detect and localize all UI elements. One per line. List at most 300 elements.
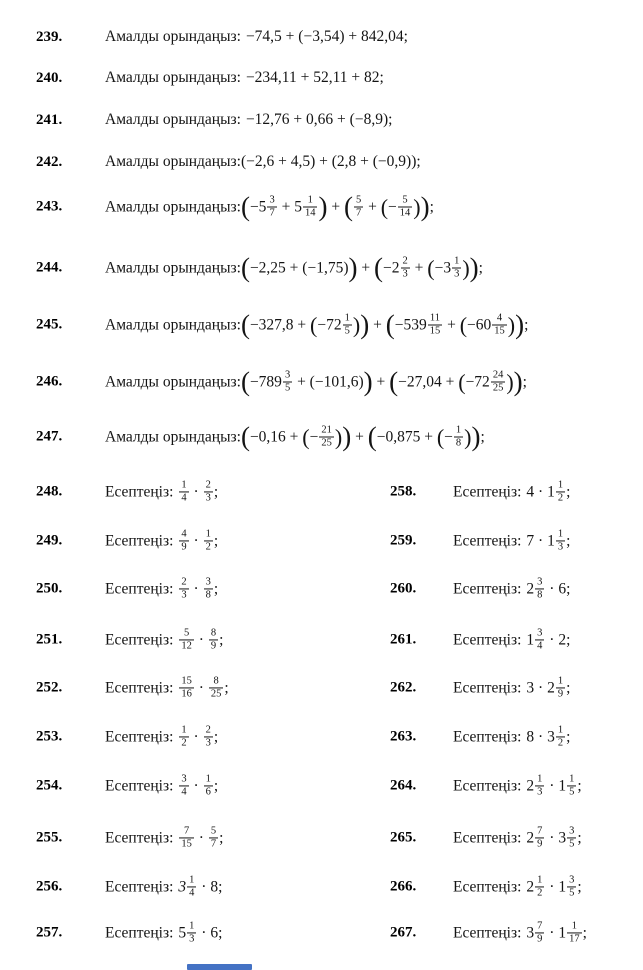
fraction: [535, 874, 544, 899]
mixed-number-whole: 1: [558, 878, 567, 895]
math-text: ;: [582, 924, 587, 941]
fraction-denominator: 6: [205, 786, 211, 798]
mixed-number-whole: −789: [249, 373, 282, 390]
problem-number: 266.: [390, 878, 417, 895]
fraction-denominator: 9: [210, 640, 217, 652]
fraction-denominator: 14: [304, 207, 316, 219]
problem-label: Есептеңіз:: [105, 728, 174, 745]
problem-number: 246.: [36, 373, 63, 390]
big-paren: ): [462, 255, 470, 280]
fraction: [187, 920, 196, 945]
fraction-denominator: 4: [537, 640, 543, 652]
problem-label: Есептеңіз:: [453, 878, 522, 895]
big-paren: (: [459, 312, 468, 337]
fraction-denominator: 7: [269, 207, 275, 219]
problem-row-248: [36, 479, 218, 504]
mixed-number: [178, 920, 197, 945]
math-text: −: [309, 428, 319, 445]
problem-number: 261.: [390, 631, 417, 648]
math-expression: [241, 153, 421, 171]
fraction-denominator: 3: [454, 268, 460, 280]
mixed-number-whole: 2: [526, 829, 535, 846]
fraction-denominator: 3: [205, 492, 211, 504]
fraction: [454, 424, 463, 449]
math-expression: [178, 874, 222, 899]
problem-label: Есептеңіз:: [105, 679, 174, 696]
fraction-denominator: 8: [455, 437, 462, 449]
problem-row-243: [36, 191, 434, 222]
fraction-numerator: 1: [189, 920, 195, 932]
fraction-numerator: 3: [537, 576, 543, 588]
fraction-denominator: 5: [344, 325, 350, 337]
fraction-denominator: 14: [399, 207, 411, 219]
big-paren: (: [302, 424, 310, 449]
fraction-numerator: 3: [181, 773, 187, 785]
mixed-number: [383, 255, 411, 280]
problem-row-250: [36, 576, 218, 601]
fraction-numerator: 1: [205, 528, 211, 540]
problem-row-262: [390, 675, 570, 700]
math-text: + (−101,6): [293, 373, 364, 390]
mixed-number-whole: 3: [526, 924, 535, 941]
fraction: [567, 874, 576, 899]
math-text: ;: [224, 679, 229, 696]
fraction-numerator: 8: [213, 675, 219, 687]
fraction-numerator: 1: [454, 255, 460, 267]
fraction: [179, 576, 188, 601]
fraction-denominator: 15: [181, 838, 192, 850]
fraction-denominator: 15: [494, 325, 505, 337]
problem-number: 240.: [36, 69, 63, 86]
fraction: [535, 773, 544, 798]
math-expression: [526, 576, 570, 601]
problem-label: Есептеңіз:: [453, 532, 522, 549]
fraction-denominator: 9: [537, 838, 543, 850]
fraction: [556, 479, 565, 504]
problem-number: 251.: [36, 631, 63, 648]
mixed-number-whole: −5: [249, 198, 267, 215]
problem-number: 258.: [390, 483, 417, 500]
math-text: ;: [577, 829, 582, 846]
problem-label: Есептеңіз:: [105, 878, 174, 895]
fraction-numerator: 3: [537, 627, 543, 639]
fraction-numerator: 1: [205, 773, 211, 785]
problem-row-239: [36, 28, 408, 46]
fraction: [491, 369, 506, 394]
fraction-denominator: 3: [189, 933, 195, 945]
fraction: [354, 194, 363, 219]
fraction-numerator: 3: [569, 874, 575, 886]
fraction-numerator: 4: [181, 528, 187, 540]
math-text: ;: [213, 532, 219, 549]
fraction-numerator: 3: [284, 369, 291, 381]
mixed-number: [467, 312, 508, 337]
fraction-numerator: 5: [210, 825, 217, 837]
fraction: [535, 627, 544, 652]
problem-number: 257.: [36, 924, 63, 941]
big-paren: (: [380, 194, 389, 219]
math-expression: [246, 111, 392, 129]
math-text: ;: [566, 728, 571, 745]
math-expression: [240, 366, 527, 397]
fraction-denominator: 5: [284, 382, 291, 394]
problem-row-266: [390, 874, 582, 899]
big-paren: (: [240, 309, 250, 340]
math-text: −74,5 + (−3,54) + 842,04;: [245, 28, 408, 45]
fraction-denominator: 3: [205, 737, 211, 749]
mixed-number: [250, 369, 293, 394]
mixed-number-whole: −72: [317, 316, 342, 333]
fraction-denominator: 16: [181, 688, 192, 700]
big-paren: ): [420, 191, 430, 222]
math-text: ;: [213, 580, 219, 597]
fraction-denominator: 4: [181, 786, 187, 798]
fraction-denominator: 5: [569, 786, 575, 798]
math-expression: [246, 69, 384, 87]
fraction-numerator: 5: [184, 627, 190, 639]
math-text: −12,76 + 0,66 + (−8,9);: [245, 111, 393, 128]
fraction-denominator: 3: [557, 541, 564, 553]
fraction-numerator: 1: [537, 874, 543, 886]
fraction: [535, 825, 544, 850]
fraction-denominator: 12: [181, 640, 192, 652]
big-paren: (: [343, 191, 353, 222]
fraction-numerator: 7: [537, 825, 543, 837]
problem-label: Есептеңіз:: [453, 483, 522, 500]
problem-number: 267.: [390, 924, 417, 941]
math-expression: [526, 479, 570, 504]
math-text: 4 ·: [526, 483, 548, 500]
fraction: [179, 825, 194, 850]
problem-row-252: [36, 675, 229, 700]
mixed-number: [526, 825, 545, 850]
fraction-numerator: 1: [569, 773, 575, 785]
mixed-number: [178, 874, 197, 899]
problem-number: 263.: [390, 728, 417, 745]
math-text: −27,04 +: [398, 373, 459, 390]
fraction: [343, 312, 352, 337]
problem-row-257: [36, 920, 222, 945]
math-expression: [526, 675, 570, 700]
problem-number: 243.: [36, 198, 63, 215]
fraction: [179, 773, 188, 798]
math-text: ·: [545, 878, 559, 895]
problem-row-261: [390, 627, 570, 652]
mixed-number: [558, 874, 577, 899]
fraction-denominator: 9: [181, 541, 187, 553]
big-paren: ): [471, 421, 481, 452]
big-paren: (: [436, 424, 445, 449]
big-paren: ): [469, 252, 479, 283]
fraction-denominator: 15: [429, 325, 441, 337]
problem-label: Есептеңіз:: [105, 631, 174, 648]
problem-row-258: [390, 479, 570, 504]
math-text: ;: [213, 483, 219, 500]
problem-row-249: [36, 528, 218, 553]
problem-row-251: [36, 627, 223, 652]
mixed-number-whole: 1: [558, 777, 567, 794]
fraction: [179, 627, 194, 652]
big-paren: ): [348, 252, 358, 283]
problem-row-259: [390, 528, 570, 553]
problem-number: 254.: [36, 777, 63, 794]
fraction: [452, 255, 461, 280]
fraction: [204, 576, 213, 601]
problem-row-240: [36, 69, 384, 87]
fraction: [209, 675, 224, 700]
problem-label: Амалды орындаңыз:: [105, 69, 241, 86]
mixed-number: [558, 825, 577, 850]
math-text: ·: [194, 679, 208, 696]
fraction: [567, 920, 582, 945]
fraction-denominator: 2: [557, 737, 564, 749]
problem-number: 256.: [36, 878, 63, 895]
problem-number: 249.: [36, 532, 63, 549]
mixed-number: [526, 920, 545, 945]
math-expression: [240, 421, 485, 452]
mixed-number: [547, 724, 566, 749]
problem-row-255: [36, 825, 223, 850]
fraction-numerator: 1: [307, 194, 313, 206]
fraction-numerator: 2: [402, 255, 408, 267]
problem-label: Амалды орындаңыз:: [105, 428, 241, 445]
big-paren: ): [318, 191, 328, 222]
fraction-denominator: 7: [210, 838, 217, 850]
mixed-number: [547, 479, 566, 504]
mixed-number-whole: 3: [547, 728, 555, 745]
fraction: [179, 528, 188, 553]
fraction-numerator: 1: [181, 479, 187, 491]
problem-row-241: [36, 111, 392, 129]
fraction: [204, 528, 213, 553]
fraction: [401, 255, 410, 280]
big-paren: (: [458, 369, 466, 394]
fraction-denominator: 5: [569, 838, 575, 850]
problem-label: Амалды орындаңыз:: [105, 28, 241, 45]
math-expression: [178, 528, 218, 553]
fraction-denominator: 8: [205, 589, 211, 601]
fraction: [204, 773, 213, 798]
math-text: ;: [566, 679, 571, 696]
math-text: ;: [577, 777, 582, 794]
fraction-numerator: 15: [181, 675, 192, 687]
fraction-numerator: 8: [210, 627, 217, 639]
problem-number: 260.: [390, 580, 417, 597]
problem-number: 245.: [36, 316, 63, 333]
problem-row-263: [390, 724, 570, 749]
fraction-denominator: 2: [181, 737, 187, 749]
mixed-number: [526, 874, 545, 899]
fraction-numerator: 1: [557, 479, 564, 491]
big-paren: (: [389, 366, 399, 397]
fraction-denominator: 4: [181, 492, 187, 504]
fraction-numerator: 4: [496, 312, 503, 324]
math-text: · 2;: [545, 631, 571, 648]
fraction-numerator: 3: [205, 576, 211, 588]
problem-number: 264.: [390, 777, 417, 794]
fraction: [398, 194, 413, 219]
fraction: [179, 724, 188, 749]
problem-row-265: [390, 825, 582, 850]
fraction-denominator: 8: [537, 589, 543, 601]
math-text: · 6;: [545, 580, 571, 597]
big-paren: (: [374, 252, 383, 283]
math-text: +: [327, 198, 344, 215]
problem-number: 255.: [36, 829, 63, 846]
fraction: [535, 920, 544, 945]
math-expression: [178, 627, 223, 652]
mixed-number-whole: 3: [558, 829, 567, 846]
fraction-denominator: 2: [557, 492, 564, 504]
math-text: +: [443, 316, 460, 333]
mixed-number: [294, 194, 318, 219]
math-expression: [526, 874, 581, 899]
big-paren: ): [363, 366, 373, 397]
problem-label: Есептеңіз:: [105, 483, 174, 500]
math-text: ;: [213, 728, 219, 745]
math-text: +: [410, 259, 428, 276]
math-expression: [178, 576, 218, 601]
mixed-number: [558, 773, 577, 798]
problem-label: Есептеңіз:: [105, 777, 174, 794]
math-text: 7 ·: [526, 532, 548, 549]
math-text: ·: [194, 631, 208, 648]
fraction-denominator: 25: [492, 382, 504, 394]
math-text: ·: [189, 728, 203, 745]
mixed-number: [526, 576, 545, 601]
problem-label: Есептеңіз:: [105, 580, 174, 597]
problem-row-264: [390, 773, 582, 798]
math-text: ;: [577, 878, 582, 895]
fraction-denominator: 4: [189, 887, 195, 899]
big-paren: (: [240, 366, 250, 397]
fraction-denominator: 2: [537, 887, 543, 899]
math-text: +: [369, 316, 386, 333]
fraction: [204, 479, 213, 504]
math-expression: [178, 920, 222, 945]
fraction: [535, 576, 544, 601]
mixed-number: [395, 312, 444, 337]
fraction: [556, 724, 565, 749]
bottom-scrollbar-thumb[interactable]: [187, 964, 252, 970]
mixed-number: [526, 627, 545, 652]
problem-number: 265.: [390, 829, 417, 846]
fraction-numerator: 11: [429, 312, 441, 324]
mixed-number: [435, 255, 463, 280]
math-text: ;: [219, 631, 224, 648]
big-paren: ): [515, 309, 525, 340]
math-text: ;: [524, 316, 529, 333]
fraction-numerator: 1: [537, 773, 543, 785]
fraction: [428, 312, 443, 337]
big-paren: ): [360, 309, 370, 340]
mixed-number-whole: 1: [526, 631, 535, 648]
big-paren: (: [240, 191, 250, 222]
math-text: ·: [545, 924, 559, 941]
problem-row-245: [36, 309, 529, 340]
problem-number: 252.: [36, 679, 63, 696]
big-paren: ): [342, 421, 352, 452]
problem-row-260: [390, 576, 570, 601]
math-expression: [178, 479, 218, 504]
mixed-number-whole: −60: [467, 316, 492, 333]
fraction-denominator: 9: [537, 933, 543, 945]
math-text: ·: [545, 829, 559, 846]
math-expression: [240, 252, 483, 283]
big-paren: ): [506, 369, 514, 394]
fraction-numerator: 1: [189, 874, 195, 886]
math-expression: [526, 724, 570, 749]
math-expression: [526, 920, 586, 945]
big-paren: (: [240, 252, 250, 283]
fraction: [283, 369, 292, 394]
big-paren: (: [385, 309, 395, 340]
problem-label: Есептеңіз:: [453, 679, 522, 696]
mixed-number: [317, 312, 353, 337]
big-paren: (: [427, 255, 435, 280]
mixed-number: [547, 675, 566, 700]
fraction: [204, 724, 213, 749]
math-text: +: [351, 428, 368, 445]
fraction-numerator: 1: [344, 312, 350, 324]
math-expression: [526, 528, 570, 553]
fraction: [209, 825, 218, 850]
problem-label: Амалды орындаңыз:: [105, 198, 241, 215]
problem-label: Амалды орындаңыз:: [105, 111, 241, 128]
problem-number: 262.: [390, 679, 417, 696]
math-text: +: [277, 198, 295, 215]
mixed-number: [558, 920, 582, 945]
mixed-number-whole: 2: [526, 580, 535, 597]
problem-number: 250.: [36, 580, 63, 597]
math-text: −2,25 + (−1,75): [249, 259, 349, 276]
math-text: 3 ·: [526, 679, 548, 696]
fraction-numerator: 1: [557, 675, 564, 687]
problem-number: 248.: [36, 483, 63, 500]
problem-label: Амалды орындаңыз:: [105, 153, 241, 170]
problem-number: 242.: [36, 153, 63, 170]
fraction: [267, 194, 276, 219]
math-expression: [526, 825, 581, 850]
problem-number: 239.: [36, 28, 63, 45]
big-paren: ): [413, 194, 421, 219]
math-text: −327,8 +: [249, 316, 311, 333]
mixed-number-whole: 1: [547, 483, 555, 500]
fraction: [556, 528, 565, 553]
math-text: +: [357, 259, 374, 276]
fraction-denominator: 17: [569, 933, 580, 945]
fraction-denominator: 2: [205, 541, 211, 553]
mixed-number-whole: 3: [178, 878, 187, 895]
math-text: (−2,6 + 4,5) + (2,8 + (−0,9));: [240, 153, 421, 170]
problem-row-253: [36, 724, 218, 749]
mixed-number-whole: 2: [526, 878, 535, 895]
problem-number: 247.: [36, 428, 63, 445]
big-paren: (: [367, 421, 377, 452]
math-text: ;: [478, 259, 483, 276]
mixed-number-whole: −2: [383, 259, 400, 276]
mixed-number-whole: 1: [547, 532, 555, 549]
fraction-numerator: 3: [269, 194, 275, 206]
problem-number: 244.: [36, 259, 63, 276]
big-paren: (: [240, 421, 250, 452]
problem-label: Есептеңіз:: [105, 532, 174, 549]
math-text: −: [444, 428, 453, 445]
big-paren: ): [513, 366, 523, 397]
problem-label: Есептеңіз:: [105, 924, 174, 941]
problem-row-246: [36, 366, 527, 397]
fraction: [179, 675, 194, 700]
